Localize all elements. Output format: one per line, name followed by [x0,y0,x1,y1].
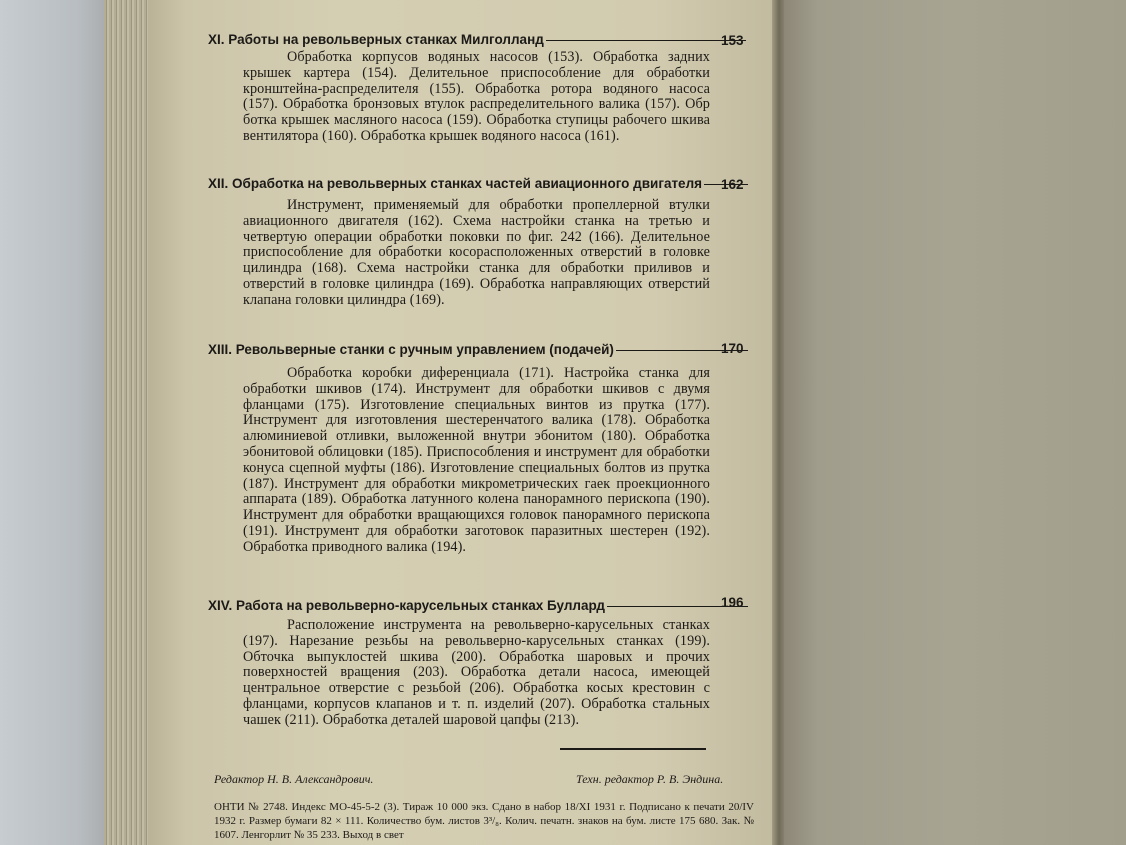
section-page-number: 153 [721,33,744,48]
tech-editor-credit: Техн. редактор Р. В. Эндина. [576,772,724,786]
section-contents: Расположение инструмента на револьверно-карусельных станках (197). Нарезание резьбы на револьверно-карусельных станках (199). Обточка выпуклостей шкива (200). Обработка шаровых и прочих поверхностей вращения (203). Обработка детали насоса, имеющей центральное отверстие с резьбой (206). Обработка косых крестовин с фланцами, корпусов клапанов и т. п. изделий (207). Обработка стальных чашек (211). Обработка деталей шаровой цапфы (213). [243,617,710,728]
section-contents: Инструмент, применяемый для обработки пропеллерной втулки авиационного двигателя (162). Схема настройки станка на третью и четвертую операции обработки поковки по фиг. 242 (166). Делительное приспособление для обработки косорасположенных отверстий в головке цилиндра (168). Схема настройки станка для обработки приливов и отверстий в головке цилиндра (169). Обработка направляющих отверстий клапана головки цилиндра (169). [243,197,710,308]
section-page-number: 196 [721,595,744,610]
section-title: XII. Обработка на револьверных станках частей авиационного двигателя [208,176,748,191]
left-page [148,0,780,845]
section-title: XI. Работы на револьверных станках Милголланд [208,32,748,47]
section-contents: Обработка коробки диференциала (171). Настройка станка для обработки шкивов (174). Инструмент для обработки шкивов с двумя фланцами (175). Изготовление специальных винтов из прутка (177). Инструмент для изготовления шестеренчатого валика (178). Обработка алюминиевой отливки, выложенной внутри эбонитом (180). Обработка эбонитовой облицовки (185). Приспособления и инструмент для обработки конуса сцепной муфты (186). Изготовление специальных болтов из прутка (187). Инструмент для обработки микрометрических гаек проекционного аппарата (189). Обработка латунного колена панорамного перископа (190). Инструмент для обработки вращающихся головок панорамного перископа (191). Инструмент для обработки заготовок паразитных шестерен (192). Обработка приводного валика (194). [243,365,710,555]
section-title: XIII. Револьверные станки с ручным управлением (подачей) [208,342,748,357]
backdrop [0,0,112,845]
end-rule [560,748,706,750]
section-page-number: 170 [721,341,744,356]
section-title: XIV. Работа на револьверно-карусельных станках Буллард [208,598,748,613]
section-contents: Обработка корпусов водяных насосов (153). Обработка задних крышек картера (154). Делительное приспособление для обработки кронштейна-распределителя (155). Обработка ротора водяного насоса (157). Обработка бронзовых втулок распределительного валика (157). Обр ботка крышек масляного насоса (159). Обработка ступицы рабочего шкива вентилятора (160). Обработка крышек водяного насоса (161). [243,49,710,144]
right-page-blank [784,0,1126,845]
imprint-block: ОНТИ № 2748. Индекс МО-45-5-2 (3). Тираж 10 000 экз. Сдано в набор 18/XI 1931 г. Подписано к печати 20/IV 1932 г. Размер бумаги 82 × 111. Количество бум. листов 3³/₈. Колич. печатн. знаков на бум. листе 175 680. Зак. № 1607. Ленгорлит № 35 233. Выход в свет [214,801,754,841]
section-page-number: 162 [721,177,744,192]
editor-credit: Редактор Н. В. Александрович. [214,772,374,786]
